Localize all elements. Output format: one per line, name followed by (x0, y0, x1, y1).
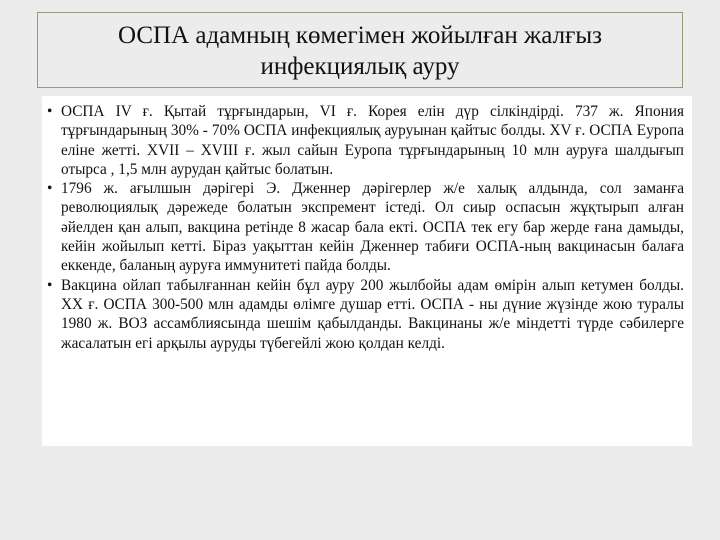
bullet-text: ОСПА IV ғ. Қытай тұрғындарын, VI ғ. Корея елін дүр сілкіндірді. 737 ж. Япония тұрғындарының 30% - 70% ОСПА инфекциялық ауруынан қайтыс болды. XV ғ. ОСПА Еуропа еліне жетті. XVII – XVIII ғ. жыл сайын Еуропа тұрғындарының 10 млн ауруға шалдығып отырса , 1,5 млн аурудан қайтыс болатын. (61, 103, 684, 178)
bullet-text: Вакцина ойлап табылғаннан кейін бұл ауру 200 жылбойы адам өмірін алып кетумен болды. XX ғ. ОСПА 300-500 млн адамды өлімге душар етті. ОСПА - ны дүние жүзінде жою туралы 1980 ж. ВОЗ ассамблиясында шешім қабылданды. Вакцинаны ж/е міндетті түрде сәбилерге жасалатын егі арқылы ауруды түбегейлі жою қолдан келді. (61, 276, 684, 352)
bullet-item-jenner (47, 179, 684, 275)
content-panel (42, 96, 692, 446)
bullet-dot-icon: • (47, 276, 53, 294)
bullet-dot-icon: • (47, 180, 53, 198)
bullet-item-vaccine (47, 276, 684, 353)
slide-title-line-2: инфекциялық ауру (260, 53, 460, 80)
bullet-dot-icon: • (47, 103, 53, 120)
bullet-item-history (47, 102, 684, 179)
bullet-text: 1796 ж. ағылшын дәрігері Э. Дженнер дәрігерлер ж/е халық алдында, сол заманға революциялық дәрежеде болатын экспремент істеді. Ол сиыр оспасын жұқтырып алған әйелден қан алып, вакцина ретінде 8 жасар бала екті. ОСПА тек егу бар жерде ғана дамыды, кейін жойылып кетті. Біраз уақыттан кейін Дженнер табиғи ОСПА-ның вакцинасын балаға еккенде, баланың ауруға иммунитеті пайда болды. (61, 180, 684, 275)
slide-title-line-1: ОСПА адамның көмегімен жойылған жалғыз (117, 22, 602, 49)
slide-title (37, 12, 683, 88)
